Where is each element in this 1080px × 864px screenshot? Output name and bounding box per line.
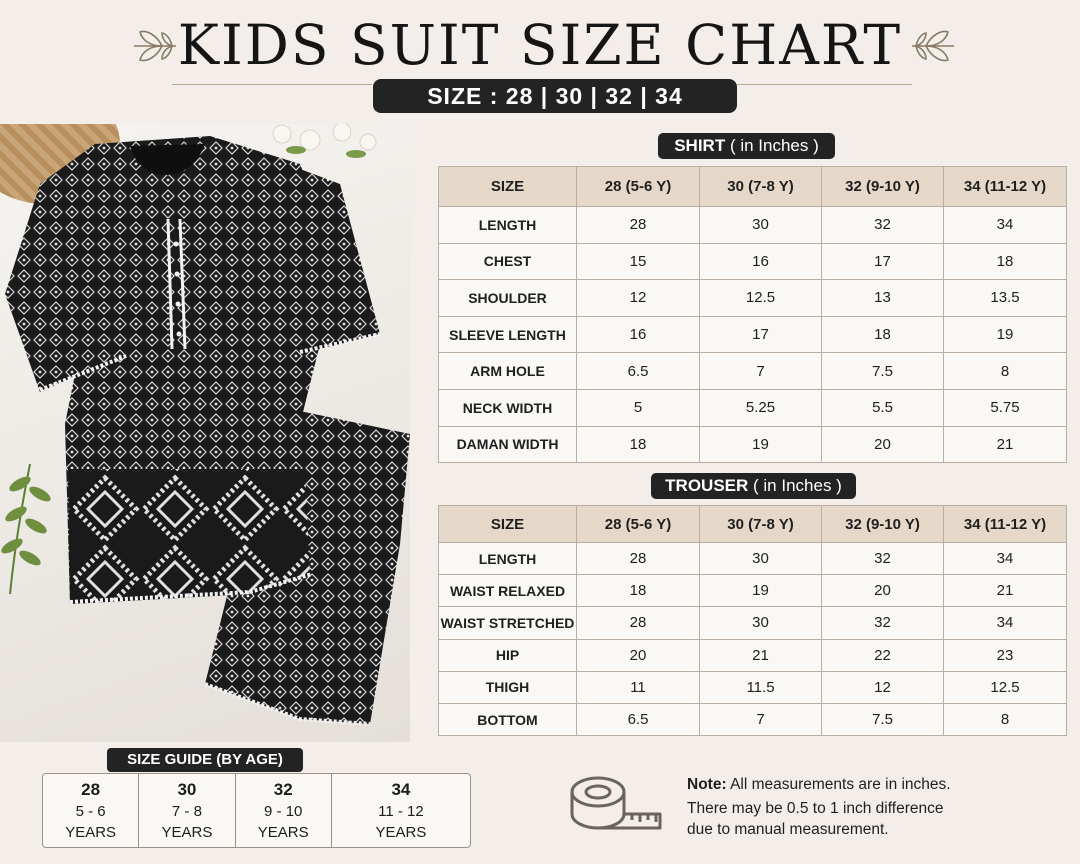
guide-size: 30 xyxy=(177,780,197,799)
trouser-unit: ( in Inches ) xyxy=(753,476,842,495)
measurement-cell: 32 xyxy=(822,543,944,575)
trouser-header-row xyxy=(439,506,1067,543)
measurement-cell: 28 xyxy=(577,607,700,639)
table-row xyxy=(439,389,1067,426)
guide-age-range: 5 - 6 xyxy=(75,803,106,820)
measurement-cell: 12.5 xyxy=(944,671,1067,703)
note-line2: There may be 0.5 to 1 inch difference xyxy=(687,800,944,817)
table-row xyxy=(439,280,1067,317)
guide-age-unit: YEARS xyxy=(161,824,213,841)
measurement-cell: 28 xyxy=(577,543,700,575)
trouser-title: TROUSER xyxy=(665,476,749,495)
column-header: 32 (9-10 Y) xyxy=(822,506,944,543)
table-row xyxy=(439,353,1067,390)
measurement-cell: 13.5 xyxy=(944,280,1067,317)
measurement-cell: 34 xyxy=(944,207,1067,244)
size-guide xyxy=(42,773,471,848)
size-guide-item xyxy=(43,774,139,847)
measuring-tape-icon xyxy=(566,768,666,836)
row-label: NECK WIDTH xyxy=(439,389,577,426)
product-photo xyxy=(0,124,410,742)
measurement-cell: 5.75 xyxy=(944,389,1067,426)
measurement-cell: 20 xyxy=(822,426,944,463)
shirt-unit: ( in Inches ) xyxy=(729,136,819,155)
measurement-cell: 20 xyxy=(822,575,944,607)
measurement-cell: 22 xyxy=(822,639,944,671)
measurement-cell: 34 xyxy=(944,607,1067,639)
column-header: SIZE xyxy=(439,506,577,543)
row-label: THIGH xyxy=(439,671,577,703)
table-row xyxy=(439,426,1067,463)
measurement-cell: 8 xyxy=(944,353,1067,390)
measurement-cell: 32 xyxy=(822,207,944,244)
row-label: DAMAN WIDTH xyxy=(439,426,577,463)
measurement-cell: 12.5 xyxy=(700,280,822,317)
trouser-section-title xyxy=(651,473,856,499)
measurement-cell: 5 xyxy=(577,389,700,426)
measurement-cell: 6.5 xyxy=(577,703,700,735)
measurement-cell: 7.5 xyxy=(822,703,944,735)
guide-age-unit: YEARS xyxy=(375,824,427,841)
measurement-cell: 17 xyxy=(700,316,822,353)
measurement-cell: 8 xyxy=(944,703,1067,735)
column-header: 34 (11-12 Y) xyxy=(944,167,1067,207)
table-row xyxy=(439,575,1067,607)
measurement-cell: 17 xyxy=(822,243,944,280)
row-label: SHOULDER xyxy=(439,280,577,317)
title-rule-left xyxy=(172,84,372,85)
table-row xyxy=(439,243,1067,280)
column-header: 30 (7-8 Y) xyxy=(700,506,822,543)
size-guide-item xyxy=(236,774,332,847)
title-rule-right xyxy=(737,84,912,85)
page-title: KIDS SUIT SIZE CHART xyxy=(177,13,903,77)
measurement-cell: 12 xyxy=(822,671,944,703)
measurement-cell: 20 xyxy=(577,639,700,671)
measurement-cell: 18 xyxy=(944,243,1067,280)
guide-age-unit: YEARS xyxy=(65,824,117,841)
measurement-cell: 7.5 xyxy=(822,353,944,390)
measurement-cell: 5.25 xyxy=(700,389,822,426)
guide-size: 32 xyxy=(273,780,293,799)
leaf-ornament-icon xyxy=(910,24,956,68)
measurement-cell: 30 xyxy=(700,543,822,575)
row-label: BOTTOM xyxy=(439,703,577,735)
measurement-cell: 32 xyxy=(822,607,944,639)
guide-size: 28 xyxy=(81,780,101,799)
note-label: Note: xyxy=(687,776,727,793)
measurement-cell: 19 xyxy=(944,316,1067,353)
guide-age-range: 9 - 10 xyxy=(264,803,303,820)
table-row xyxy=(439,543,1067,575)
row-label: WAIST RELAXED xyxy=(439,575,577,607)
size-guide-item xyxy=(139,774,235,847)
measurement-cell: 18 xyxy=(822,316,944,353)
measurement-cell: 21 xyxy=(944,575,1067,607)
column-header: 28 (5-6 Y) xyxy=(577,167,700,207)
row-label: HIP xyxy=(439,639,577,671)
measurement-cell: 30 xyxy=(700,207,822,244)
measurement-cell: 13 xyxy=(822,280,944,317)
table-row xyxy=(439,639,1067,671)
measurement-cell: 11 xyxy=(577,671,700,703)
column-header: 34 (11-12 Y) xyxy=(944,506,1067,543)
measurement-cell: 18 xyxy=(577,426,700,463)
measurement-cell: 28 xyxy=(577,207,700,244)
kids-suit-image xyxy=(0,124,410,742)
measurement-cell: 11.5 xyxy=(700,671,822,703)
table-row xyxy=(439,316,1067,353)
row-label: LENGTH xyxy=(439,543,577,575)
shirt-size-table xyxy=(438,166,1067,463)
measurement-cell: 16 xyxy=(577,316,700,353)
shirt-section-title xyxy=(658,133,835,159)
table-row xyxy=(439,207,1067,244)
measurement-cell: 7 xyxy=(700,703,822,735)
measurement-cell: 21 xyxy=(944,426,1067,463)
sizes-badge: SIZE : 28 | 30 | 32 | 34 xyxy=(373,79,737,113)
trouser-size-table xyxy=(438,505,1067,736)
measurement-cell: 19 xyxy=(700,575,822,607)
guide-age-range: 7 - 8 xyxy=(171,803,202,820)
column-header: 32 (9-10 Y) xyxy=(822,167,944,207)
measurement-cell: 15 xyxy=(577,243,700,280)
guide-size: 34 xyxy=(391,780,411,799)
shirt-title: SHIRT xyxy=(674,136,726,155)
size-guide-title: SIZE GUIDE (BY AGE) xyxy=(107,748,303,772)
row-label: SLEEVE LENGTH xyxy=(439,316,577,353)
column-header: SIZE xyxy=(439,167,577,207)
measurement-note xyxy=(687,774,1067,840)
measurement-cell: 18 xyxy=(577,575,700,607)
measurement-cell: 7 xyxy=(700,353,822,390)
measurement-cell: 21 xyxy=(700,639,822,671)
note-line1: All measurements are in inches. xyxy=(730,776,951,793)
row-label: WAIST STRETCHED xyxy=(439,607,577,639)
row-label: LENGTH xyxy=(439,207,577,244)
note-line3: due to manual measurement. xyxy=(687,821,889,838)
measurement-cell: 23 xyxy=(944,639,1067,671)
size-guide-item xyxy=(332,774,470,847)
guide-age-unit: YEARS xyxy=(257,824,309,841)
measurement-cell: 6.5 xyxy=(577,353,700,390)
measurement-cell: 30 xyxy=(700,607,822,639)
column-header: 28 (5-6 Y) xyxy=(577,506,700,543)
guide-age-range: 11 - 12 xyxy=(378,803,424,820)
shirt-header-row xyxy=(439,167,1067,207)
measurement-cell: 19 xyxy=(700,426,822,463)
measurement-cell: 16 xyxy=(700,243,822,280)
table-row xyxy=(439,703,1067,735)
measurement-cell: 5.5 xyxy=(822,389,944,426)
row-label: CHEST xyxy=(439,243,577,280)
measurement-cell: 34 xyxy=(944,543,1067,575)
measurement-cell: 12 xyxy=(577,280,700,317)
column-header: 30 (7-8 Y) xyxy=(700,167,822,207)
table-row xyxy=(439,671,1067,703)
row-label: ARM HOLE xyxy=(439,353,577,390)
table-row xyxy=(439,607,1067,639)
